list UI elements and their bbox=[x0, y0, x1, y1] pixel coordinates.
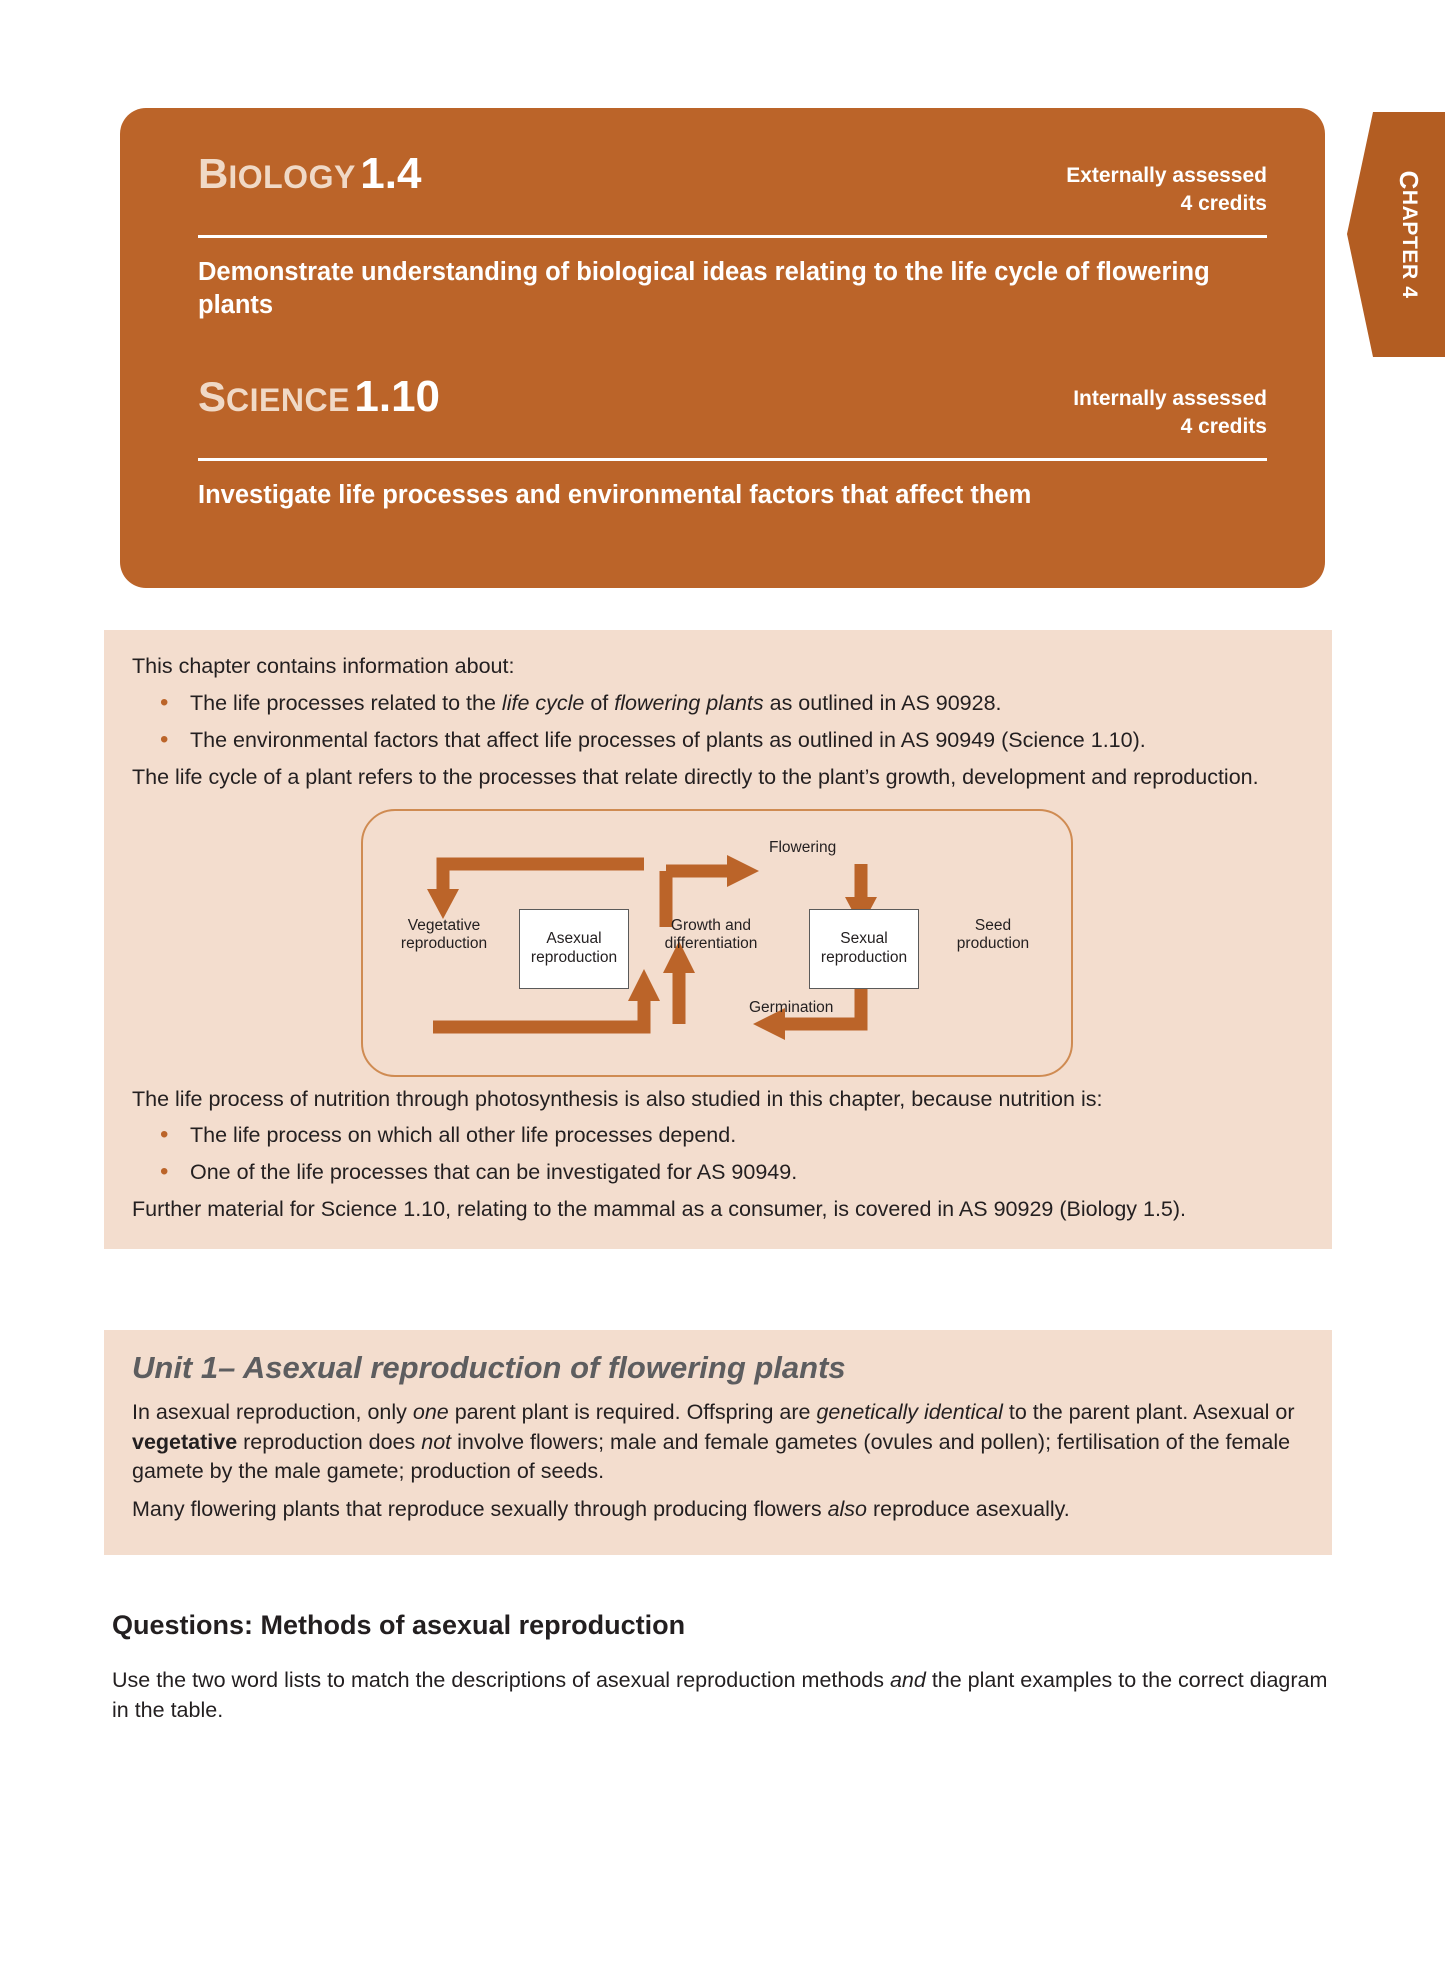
standard-credits-biology: 4 credits bbox=[1180, 192, 1267, 216]
chapter-tab bbox=[1373, 112, 1445, 357]
standard-subject-rest-science: CIENCE bbox=[226, 382, 350, 418]
standard-subject-rest-biology: IOLOGY bbox=[228, 159, 356, 195]
unit-paragraph-1: In asexual reproduction, only one parent plant is required. Offspring are genetically identical to the parent plant. Asexual or vegetative reproduction does not involve flowers; male and female gametes (ovules and pollen); fertilisation of the female gamete by the male gamete; production of seeds. bbox=[132, 1400, 1295, 1484]
standard-subject-initial-science: S bbox=[198, 373, 227, 420]
standard-assessment-biology bbox=[1066, 152, 1267, 219]
chapter-tab-label-initial: C bbox=[1394, 170, 1425, 190]
intro-paragraph-1: The life cycle of a plant refers to the processes that relate directly to the plant’s growth, development and reproduction. bbox=[132, 764, 1259, 789]
chapter-tab-label bbox=[1373, 112, 1445, 357]
divider-science bbox=[198, 458, 1267, 461]
diagram-node-seed: Seed production bbox=[956, 916, 1030, 953]
questions-heading: Questions: Methods of asexual reproduction bbox=[112, 1610, 686, 1640]
intro-bullet-list-2 bbox=[132, 1120, 1302, 1187]
list-item: • The life process on which all other life processes depend. bbox=[132, 1120, 1302, 1150]
standard-assessment-science bbox=[1073, 375, 1267, 442]
list-item: • The environmental factors that affect life processes of plants as outlined in AS 90949 (Science 1.10). bbox=[132, 725, 1302, 755]
questions-body: Use the two word lists to match the descriptions of asexual reproduction methods and the plant examples to the correct diagram in the table. bbox=[112, 1668, 1328, 1723]
standard-assessment-type-biology: Externally assessed bbox=[1066, 164, 1267, 187]
diagram-node-asexual: Asexual reproduction bbox=[519, 909, 629, 989]
chapter-intro-block bbox=[104, 630, 1332, 1249]
standard-description-science: Investigate life processes and environmental factors that affect them bbox=[198, 480, 1032, 509]
standard-title-biology bbox=[198, 149, 422, 198]
standard-title-science bbox=[198, 372, 441, 421]
standard-number-biology: 1.4 bbox=[360, 149, 422, 198]
chapter-tab-label-rest: HAPTER 4 bbox=[1398, 189, 1421, 299]
diagram-node-vegetative: Vegetative reproduction bbox=[400, 916, 488, 953]
standard-assessment-type-science: Internally assessed bbox=[1073, 387, 1267, 410]
intro-paragraph-2: The life process of nutrition through photosynthesis is also studied in this chapter, because nutrition is: bbox=[132, 1086, 1103, 1111]
standard-row-biology bbox=[198, 149, 1267, 219]
list-item: • One of the life processes that can be investigated for AS 90949. bbox=[132, 1157, 1302, 1187]
unit-paragraph-2: Many flowering plants that reproduce sexually through producing flowers also reproduce asexually. bbox=[132, 1496, 1070, 1521]
intro-bullet-list bbox=[132, 688, 1302, 755]
diagram-node-growth: Growth and differentiation bbox=[664, 916, 758, 953]
divider-biology bbox=[198, 235, 1267, 238]
standard-credits-science: 4 credits bbox=[1180, 415, 1267, 439]
intro-lead: This chapter contains information about: bbox=[132, 654, 515, 678]
diagram-node-sexual: Sexual reproduction bbox=[809, 909, 919, 989]
standard-number-science: 1.10 bbox=[354, 372, 441, 421]
list-item: • The life processes related to the life cycle of flowering plants as outlined in AS 90928. bbox=[132, 688, 1302, 718]
life-cycle-diagram bbox=[361, 809, 1073, 1077]
diagram-node-flowering: Flowering bbox=[769, 838, 837, 856]
diagram-node-germination: Germination bbox=[749, 998, 834, 1016]
unit-block bbox=[104, 1330, 1332, 1555]
standard-description-biology: Demonstrate understanding of biological ideas relating to the life cycle of flowering plants bbox=[198, 257, 1210, 320]
unit-title: Unit 1– Asexual reproduction of flowering plants bbox=[132, 1350, 846, 1385]
standards-header-panel bbox=[120, 108, 1325, 588]
standard-row-science bbox=[198, 372, 1267, 442]
intro-paragraph-3: Further material for Science 1.10, relating to the mammal as a consumer, is covered in AS 90929 (Biology 1.5). bbox=[132, 1197, 1187, 1222]
standard-subject-initial-biology: B bbox=[198, 150, 229, 197]
